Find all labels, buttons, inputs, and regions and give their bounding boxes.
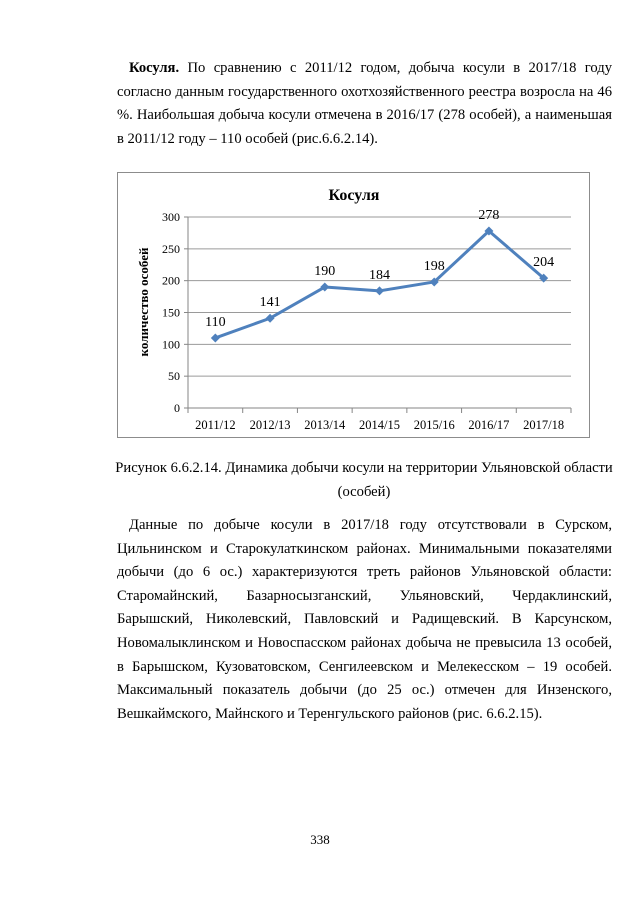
x-tick-label: 2013/14	[304, 418, 346, 432]
body-paragraph-text: Данные по добыче косули в 2017/18 году отсутствовали в Сурском, Цильнинском и Старокулаткинском районах. Минимальными показателями добычи (до 6 ос.) характеризуются треть районов Ульяновской области: Старомайнский, Базарносызганский, Ульяновский, Чердаклинский, Барышский, Николевский, Павловский и Радищевский. В Карсунском, Новомалыклинском и Новоспасском районах добыча не превысила 13 особей, в Барышском, Кузоватовском, Сенгилеевском и Мелекесском – 19 особей. Максимальный показатель добычи (до 25 ос.) отмечен для Инзенского, Вешкаймского, Майнского и Теренгульского районов (рис. 6.6.2.15).	[117, 517, 612, 722]
data-label: 184	[369, 267, 390, 283]
body-paragraph	[117, 514, 612, 726]
data-label: 204	[533, 255, 555, 271]
chart-gridlines	[184, 217, 571, 413]
data-label: 141	[259, 295, 281, 311]
x-tick-label: 2016/17	[468, 418, 510, 432]
data-label: 278	[478, 208, 500, 224]
page-number: 338	[310, 832, 330, 847]
x-tick-label: 2011/12	[195, 418, 236, 432]
y-tick-label: 300	[162, 210, 180, 224]
chart-series	[205, 208, 554, 342]
y-tick-label: 150	[162, 305, 180, 320]
x-tick-label: 2015/16	[413, 418, 455, 432]
y-axis-ticks	[162, 210, 180, 415]
line-chart	[118, 173, 589, 437]
chart-frame	[117, 172, 590, 438]
caption-line-2: (особей)	[337, 483, 391, 500]
chart-title: Косуля	[328, 187, 380, 204]
x-tick-label: 2017/18	[523, 418, 565, 432]
intro-paragraph-text: По сравнению с 2011/12 годом, добыча косули в 2017/18 году согласно данным государственного охотхозяйственного реестра возросла на 46 %. Наибольшая добыча косули отмечена в 2016/17 (278 особей), а наименьшая в 2011/12 году – 110 особей (рис.6.6.2.14).	[117, 60, 612, 147]
series-line	[215, 231, 543, 338]
x-tick-label: 2014/15	[359, 418, 400, 432]
y-tick-label: 200	[162, 273, 180, 288]
x-axis-ticks	[195, 418, 564, 432]
x-tick-label: 2012/13	[249, 418, 291, 432]
data-label: 110	[205, 314, 226, 330]
intro-paragraph	[117, 57, 612, 151]
y-tick-label: 0	[174, 401, 180, 415]
paragraph-lead: Косуля.	[129, 60, 180, 76]
caption-line-1: Рисунок 6.6.2.14. Динамика добычи косули на территории Ульяновской области	[115, 460, 613, 476]
y-tick-label: 250	[162, 241, 180, 256]
data-point	[375, 286, 384, 295]
y-tick-label: 50	[168, 369, 180, 384]
figure-caption	[100, 457, 628, 504]
y-tick-label: 100	[162, 337, 180, 352]
data-label: 190	[314, 264, 336, 280]
y-axis-label: количество особей	[136, 247, 151, 357]
data-point	[211, 333, 220, 342]
data-label: 198	[423, 258, 445, 274]
